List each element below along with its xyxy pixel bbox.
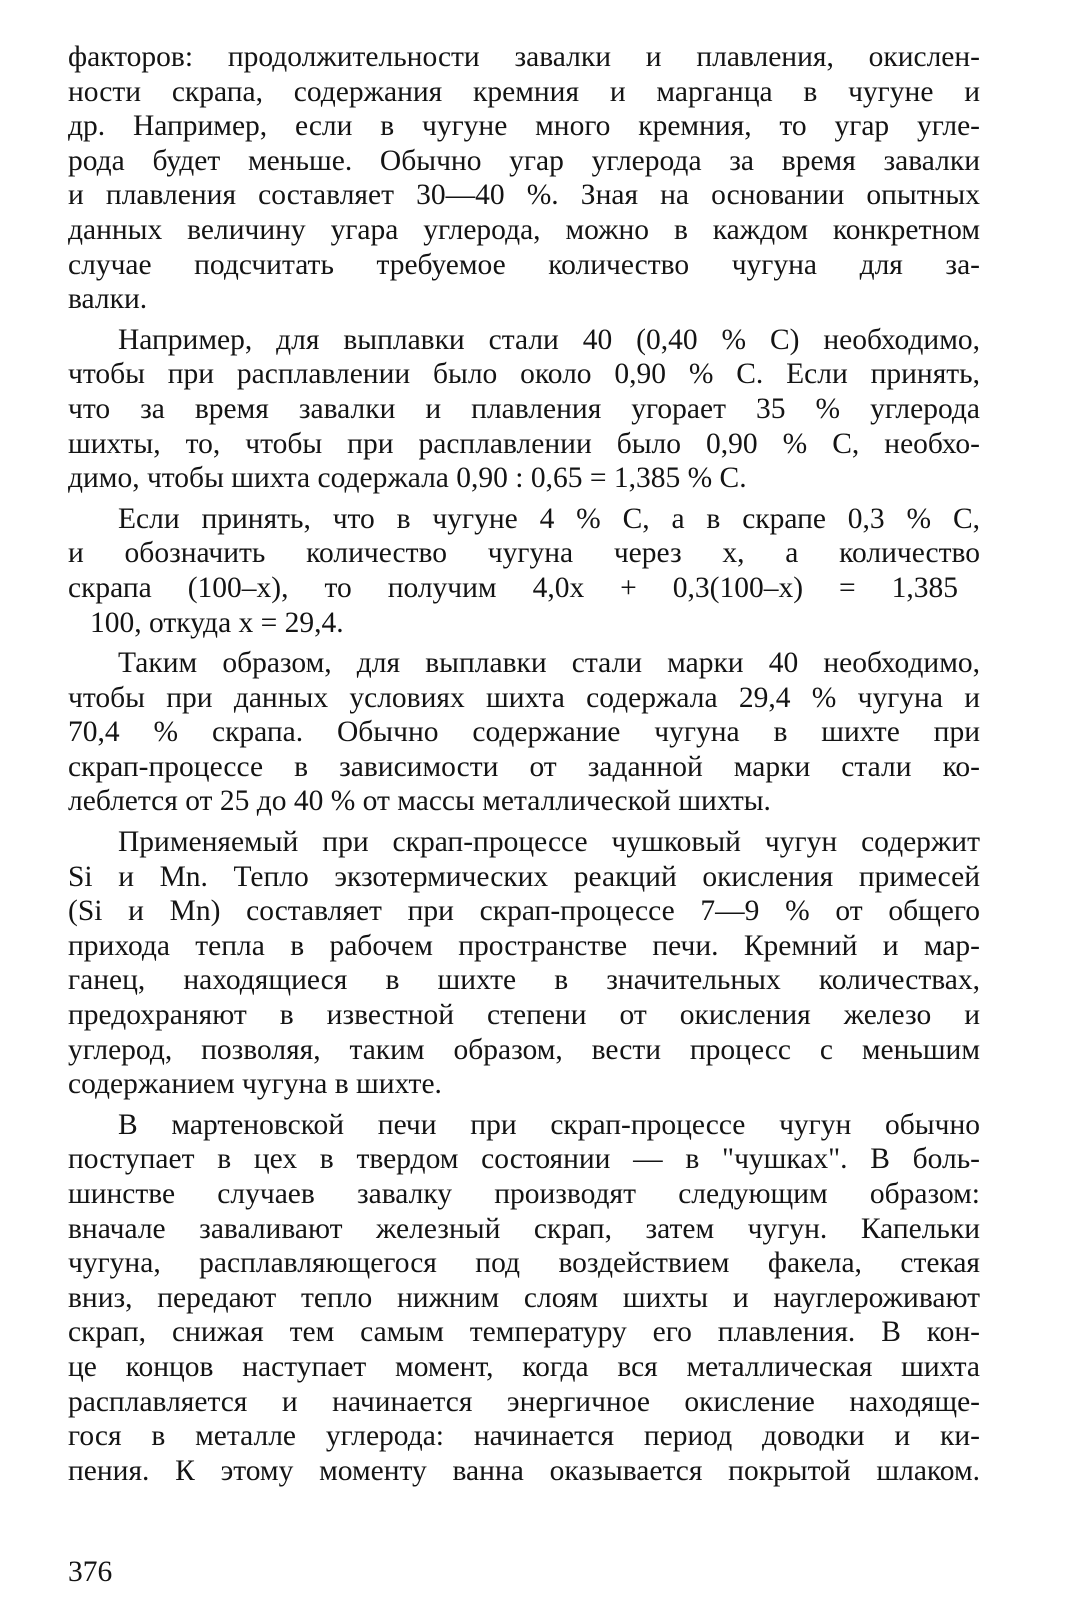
text-line: вниз, передают тепло нижним слоям шихты и науглероживают bbox=[68, 1281, 980, 1314]
text-line: чтобы при данных условиях шихта содержала 29,4 % чугуна и bbox=[68, 681, 980, 714]
text-line: рода будет меньше. Обычно угар углерода за время завалки bbox=[68, 144, 980, 177]
text-line: 100, откуда x = 29,4. bbox=[90, 606, 344, 639]
text-line: случае подсчитать требуемое количество чугуна для за- bbox=[68, 248, 980, 281]
text-line: углерод, позволяя, таким образом, вести процесс с меньшим bbox=[68, 1033, 980, 1066]
text-line: скрап, снижая тем самым температуру его плавления. В кон- bbox=[68, 1316, 980, 1349]
paragraph-3 bbox=[68, 502, 980, 640]
page-number: 376 bbox=[68, 1556, 113, 1588]
paragraph-1 bbox=[68, 40, 980, 317]
text-line: шихты, то, чтобы при расплавлении было 0,90 % С, необхо- bbox=[68, 427, 980, 460]
text-line: пения. К этому моменту ванна оказывается покрытой шлаком. bbox=[68, 1454, 980, 1487]
text-line: Si и Mn. Тепло экзотермических реакций окисления примесей bbox=[68, 860, 980, 893]
formula-line: скрапа (100–x), то получим 4,0x + 0,3(100–x) = 1,385 bbox=[68, 571, 958, 604]
text-line: др. Например, если в чугуне много кремния, то угар угле- bbox=[68, 110, 980, 143]
text-line: предохраняют в известной степени от окисления железо и bbox=[68, 999, 980, 1032]
text-line: содержанием чугуна в шихте. bbox=[68, 1068, 442, 1101]
text-line: (Si и Mn) составляет при скрап-процессе 7—9 % от общего bbox=[68, 895, 980, 928]
text-line: димо, чтобы шихта содержала 0,90 : 0,65 = 1,385 % С. bbox=[68, 462, 747, 495]
text-line: поступает в цех в твердом состоянии — в "чушках". В боль- bbox=[68, 1143, 980, 1176]
text-line: В мартеновской печи при скрап-процессе чугун обычно bbox=[118, 1108, 980, 1141]
text-line: це концов наступает момент, когда вся металлическая шихта bbox=[68, 1350, 980, 1383]
text-line: и обозначить количество чугуна через x, а количество bbox=[68, 537, 980, 570]
text-line: Применяемый при скрап-процессе чушковый чугун содержит bbox=[118, 826, 980, 859]
text-line: расплавляется и начинается энергичное окисление находяще- bbox=[68, 1385, 980, 1418]
text-line: данных величину угара углерода, можно в каждом конкретном bbox=[68, 213, 980, 246]
paragraph-4 bbox=[68, 646, 980, 819]
text-line: скрап-процессе в зависимости от заданной марки стали ко- bbox=[68, 750, 980, 783]
paragraph-2 bbox=[68, 323, 980, 496]
text-line: чугуна, расплавляющегося под воздействием факела, стекая bbox=[68, 1247, 980, 1280]
paragraph-5 bbox=[68, 825, 980, 1102]
text-line: ганец, находящиеся в шихте в значительных количествах, bbox=[68, 964, 980, 997]
text-line: валки. bbox=[68, 283, 148, 316]
text-line: чтобы при расплавлении было около 0,90 % С. Если принять, bbox=[68, 358, 980, 391]
text-line: Если принять, что в чугуне 4 % С, а в скрапе 0,3 % С, bbox=[118, 502, 980, 535]
text-line: 70,4 % скрапа. Обычно содержание чугуна в шихте при bbox=[68, 716, 980, 749]
text-line: ности скрапа, содержания кремния и марганца в чугуне и bbox=[68, 75, 980, 108]
text-line: факторов: продолжительности завалки и плавления, окислен- bbox=[68, 41, 980, 73]
text-line: что за время завалки и плавления угорает 35 % углерода bbox=[68, 392, 980, 425]
text-line: и плавления составляет 30—40 %. Зная на основании опытных bbox=[68, 179, 980, 212]
text-line: леблется от 25 до 40 % от массы металлической шихты. bbox=[68, 785, 771, 818]
page-body bbox=[68, 40, 980, 1494]
text-line: гося в металле углерода: начинается период доводки и ки- bbox=[68, 1420, 980, 1453]
text-line: Таким образом, для выплавки стали марки 40 необходимо, bbox=[118, 647, 980, 680]
text-line: вначале заваливают железный скрап, затем чугун. Капельки bbox=[68, 1212, 980, 1245]
text-line: Например, для выплавки стали 40 (0,40 % С) необходимо, bbox=[118, 323, 980, 356]
paragraph-6 bbox=[68, 1108, 980, 1489]
text-line: прихода тепла в рабочем пространстве печи. Кремний и мар- bbox=[68, 929, 980, 962]
text-line: шинстве случаев завалку производят следующим образом: bbox=[68, 1178, 980, 1210]
